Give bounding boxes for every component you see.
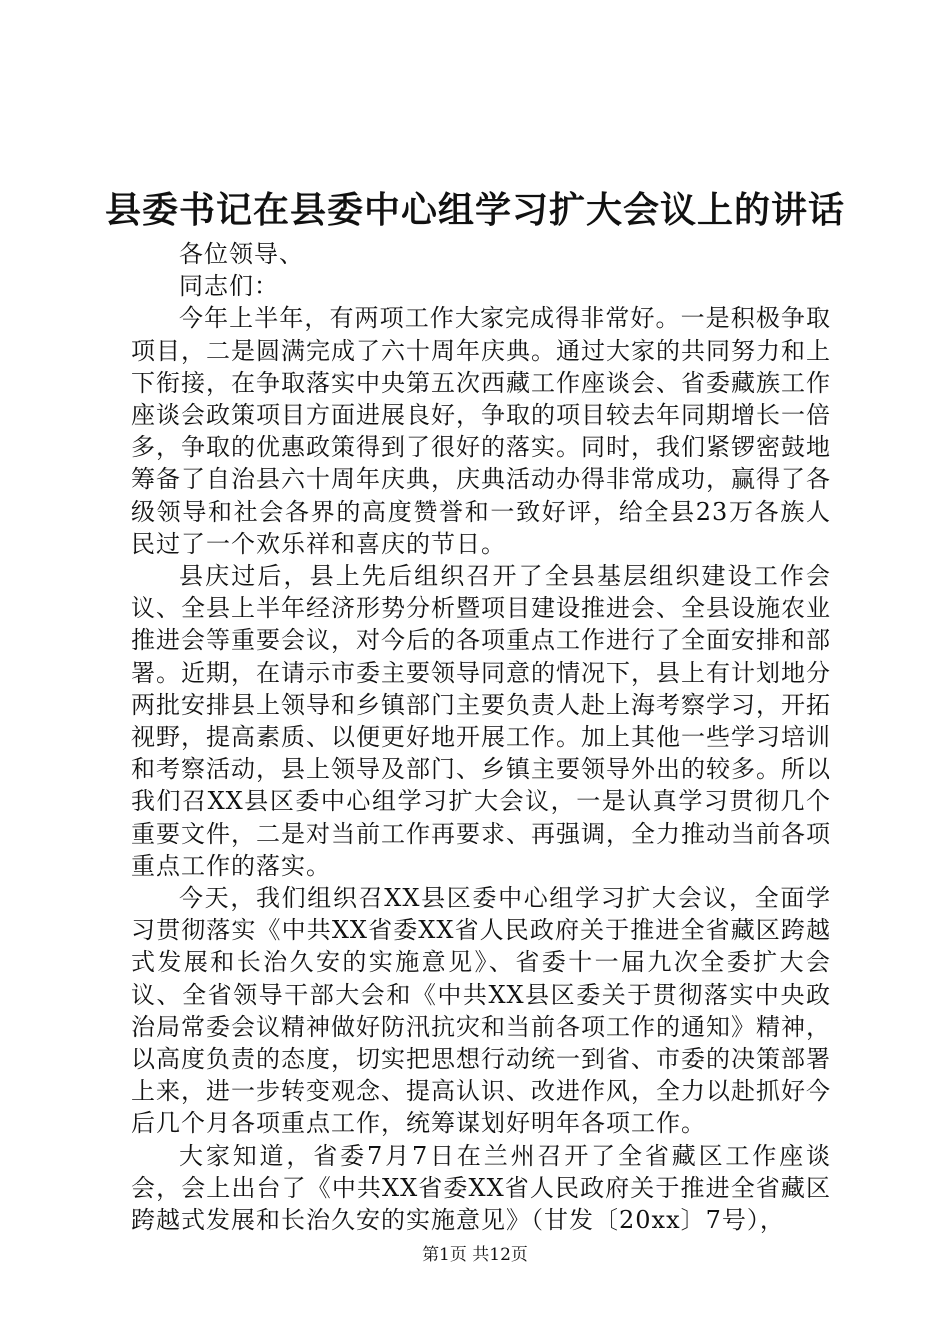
body-paragraph: 大家知道，省委7月7日在兰州召开了全省藏区工作座谈会，会上出台了《中共XX省委XX省人民政府关于推进全省藏区跨越式发展和长治久安的实施意见》（甘发〔20xx〕7号）， xyxy=(131,1141,831,1235)
document-title: 县委书记在县委中心组学习扩大会议上的讲话 xyxy=(104,189,845,231)
document-body xyxy=(131,238,831,1236)
salutation-line: 同志们： xyxy=(179,272,279,301)
body-paragraph: 县庆过后，县上先后组织召开了全县基层组织建设工作会议、全县上半年经济形势分析暨项目建设推进会、全县设施农业推进会等重要会议，对今后的各项重点工作进行了全面安排和部署。近期，在请示市委主要领导同意的情况下，县上有计划地分两批安排县上领导和乡镇部门主要负责人赴上海考察学习，开拓视野，提高素质、以便更好地开展工作。加上其他一些学习培训和考察活动，县上领导及部门、乡镇主要领导外出的较多。所以我们召XX县区委中心组学习扩大会议，一是认真学习贯彻几个重要文件，二是对当前工作再要求、再强调，全力推动当前各项重点工作的落实。 xyxy=(131,562,831,880)
body-paragraph: 今年上半年，有两项工作大家完成得非常好。一是积极争取项目，二是圆满完成了六十周年庆典。通过大家的共同努力和上下衔接，在争取落实中央第五次西藏工作座谈会、省委藏族工作座谈会政策项目方面进展良好，争取的项目较去年同期增长一倍多，争取的优惠政策得到了很好的落实。同时，我们紧锣密鼓地筹备了自治县六十周年庆典，庆典活动办得非常成功，赢得了各级领导和社会各界的高度赞誉和一致好评，给全县23万各族人民过了一个欢乐祥和喜庆的节日。 xyxy=(131,304,831,558)
page-number-footer: 第1页 共12页 xyxy=(422,1245,528,1265)
salutation-line: 各位领导、 xyxy=(179,240,304,268)
body-paragraph: 今天，我们组织召XX县区委中心组学习扩大会议，全面学习贯彻落实《中共XX省委XX省人民政府关于推进全省藏区跨越式发展和长治久安的实施意见》、省委十一届九次全委扩大会议、全省领导干部大会和《中共XX县区委关于贯彻落实中央政治局常委会议精神做好防汛抗灾和当前各项工作的通知》精神，以高度负责的态度，切实把思想行动统一到省、市委的决策部署上来，进一步转变观念、提高认识、改进作风，全力以赴抓好今后几个月各项重点工作，统筹谋划好明年各项工作。 xyxy=(131,884,831,1138)
